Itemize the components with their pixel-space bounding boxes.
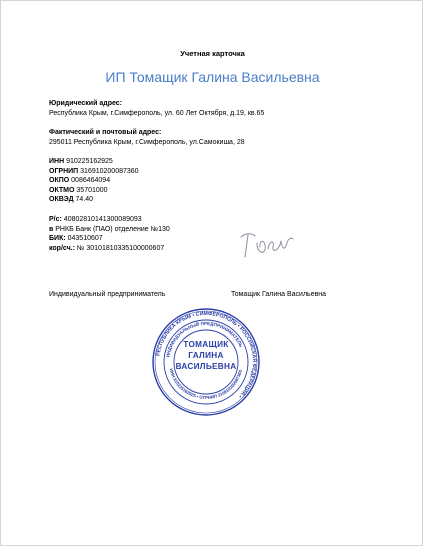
bik-label: БИК:: [49, 235, 66, 242]
code-row-okved: [49, 195, 139, 205]
code-label: ОКПО: [49, 177, 70, 184]
legal-address-block: [49, 99, 264, 118]
code-row-oktmo: [49, 186, 139, 196]
footer-position: Индивидуальный предприниматель: [49, 291, 166, 298]
account-value: 40802810141300089093: [63, 216, 142, 223]
seal-name-line1: ТОМАЩИК: [183, 340, 229, 349]
code-row-ogrnip: [49, 167, 139, 177]
code-value: 910225162925: [66, 158, 113, 165]
bik-value: 043510607: [67, 235, 103, 242]
company-seal: [151, 307, 261, 417]
bank-prefix: в: [49, 225, 54, 233]
legal-address-label: Юридический адрес:: [49, 100, 122, 107]
corr-value: № 30101810335100000607: [76, 244, 165, 252]
codes-block: [49, 157, 139, 205]
handwritten-signature: [235, 227, 295, 263]
code-label: ОКВЭД: [49, 196, 74, 203]
code-label: ОГРНИП: [49, 167, 79, 175]
corr-label: кор/сч.:: [49, 244, 75, 252]
seal-ring-text: ИНДИВИДУАЛЬНЫЙ ПРЕДПРИНИМАТЕЛЬ: [165, 320, 244, 358]
account-label: Р/с:: [49, 216, 62, 223]
footer-signer: Томащик Галина Васильевна: [231, 291, 327, 298]
bik-row: [49, 234, 170, 244]
company-name: ИП Томащик Галина Васильевна: [105, 69, 320, 85]
postal-address-value: 295011 Республика Крым, г.Симферополь, ул.Самокиша, 28: [49, 138, 245, 146]
document-title: Учетная карточка: [180, 49, 245, 58]
bank-name-row: [49, 225, 170, 235]
code-value: 316910200087360: [80, 167, 139, 175]
code-value: 74.40: [75, 196, 94, 203]
corr-account-row: [49, 244, 170, 254]
legal-address-value: Республика Крым, г.Симферополь, ул. 60 Лет Октября, д.19, кв.65: [49, 109, 265, 117]
postal-address-label: Фактический и почтовый адрес:: [49, 129, 162, 136]
bank-name: РНКБ Банк (ПАО) отделение №130: [55, 225, 170, 233]
seal-name-line2: ГАЛИНА: [188, 351, 224, 360]
seal-name-line3: ВАСИЛЬЕВНА: [175, 362, 237, 371]
postal-address-block: [49, 128, 245, 147]
code-row-inn: [49, 157, 139, 167]
seal-inn-text: ИНН 910225162925 • ОГРНИП 316910200087360: [168, 367, 244, 401]
code-label: ИНН: [49, 158, 65, 165]
bank-account-row: [49, 215, 170, 225]
seal-outer-text: РЕСПУБЛИКА КРЫМ • СИМФЕРОПОЛЬ • РОССИЙСКАЯ ФЕДЕРАЦИЯ •: [155, 310, 258, 399]
code-value: 35701000: [76, 186, 108, 194]
code-row-okpo: [49, 176, 139, 186]
code-label: ОКТМО: [49, 186, 75, 194]
code-value: 0086464094: [71, 177, 111, 184]
bank-block: [49, 215, 170, 253]
